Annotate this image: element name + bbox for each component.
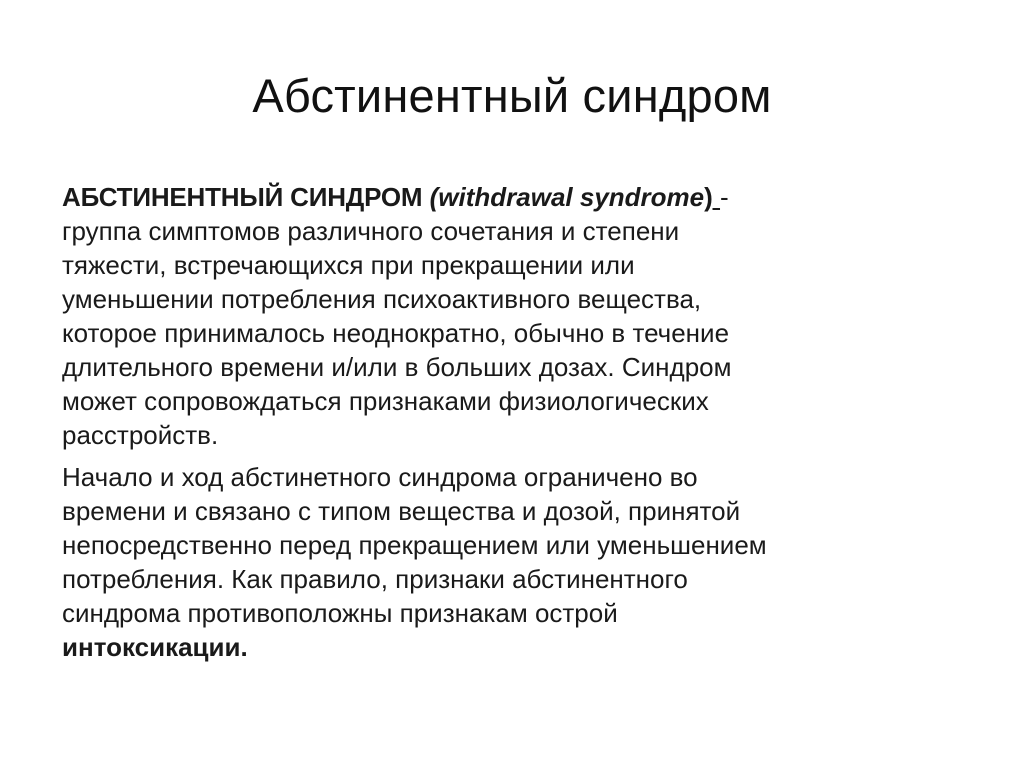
definition-line: группа симптомов различного сочетания и степени — [62, 216, 680, 246]
definition-line: расстройств. — [62, 420, 219, 450]
course-line: времени и связано с типом вещества и дозой, принятой — [62, 496, 741, 526]
definition-paragraph — [62, 180, 967, 452]
term-dash: - — [720, 182, 729, 212]
definition-line: тяжести, встречающихся при прекращении или — [62, 250, 635, 280]
term-en: (withdrawal syndrome — [429, 182, 705, 212]
slide-title: Абстинентный синдром — [252, 69, 772, 122]
slide-body — [62, 180, 967, 672]
course-line: Начало и ход абстинетного синдрома ограничено во — [62, 462, 698, 492]
definition-line: уменьшении потребления психоактивного вещества, — [62, 284, 702, 314]
course-line: потребления. Как правило, признаки абстинентного — [62, 564, 688, 594]
course-bold-ending: интоксикации. — [62, 632, 248, 662]
definition-line: может сопровождаться признаками физиологических — [62, 386, 709, 416]
term-ru: АБСТИНЕНТНЫЙ СИНДРОМ — [62, 182, 423, 212]
definition-line: длительного времени и/или в больших дозах. Синдром — [62, 352, 732, 382]
definition-line: которое принималось неоднократно, обычно в течение — [62, 318, 730, 348]
definition-first-line — [62, 180, 967, 214]
course-paragraph — [62, 460, 967, 664]
course-line: непосредственно перед прекращением или уменьшением — [62, 530, 767, 560]
term-close-paren: ) — [704, 182, 721, 212]
course-line: синдрома противоположны признакам острой — [62, 598, 618, 628]
